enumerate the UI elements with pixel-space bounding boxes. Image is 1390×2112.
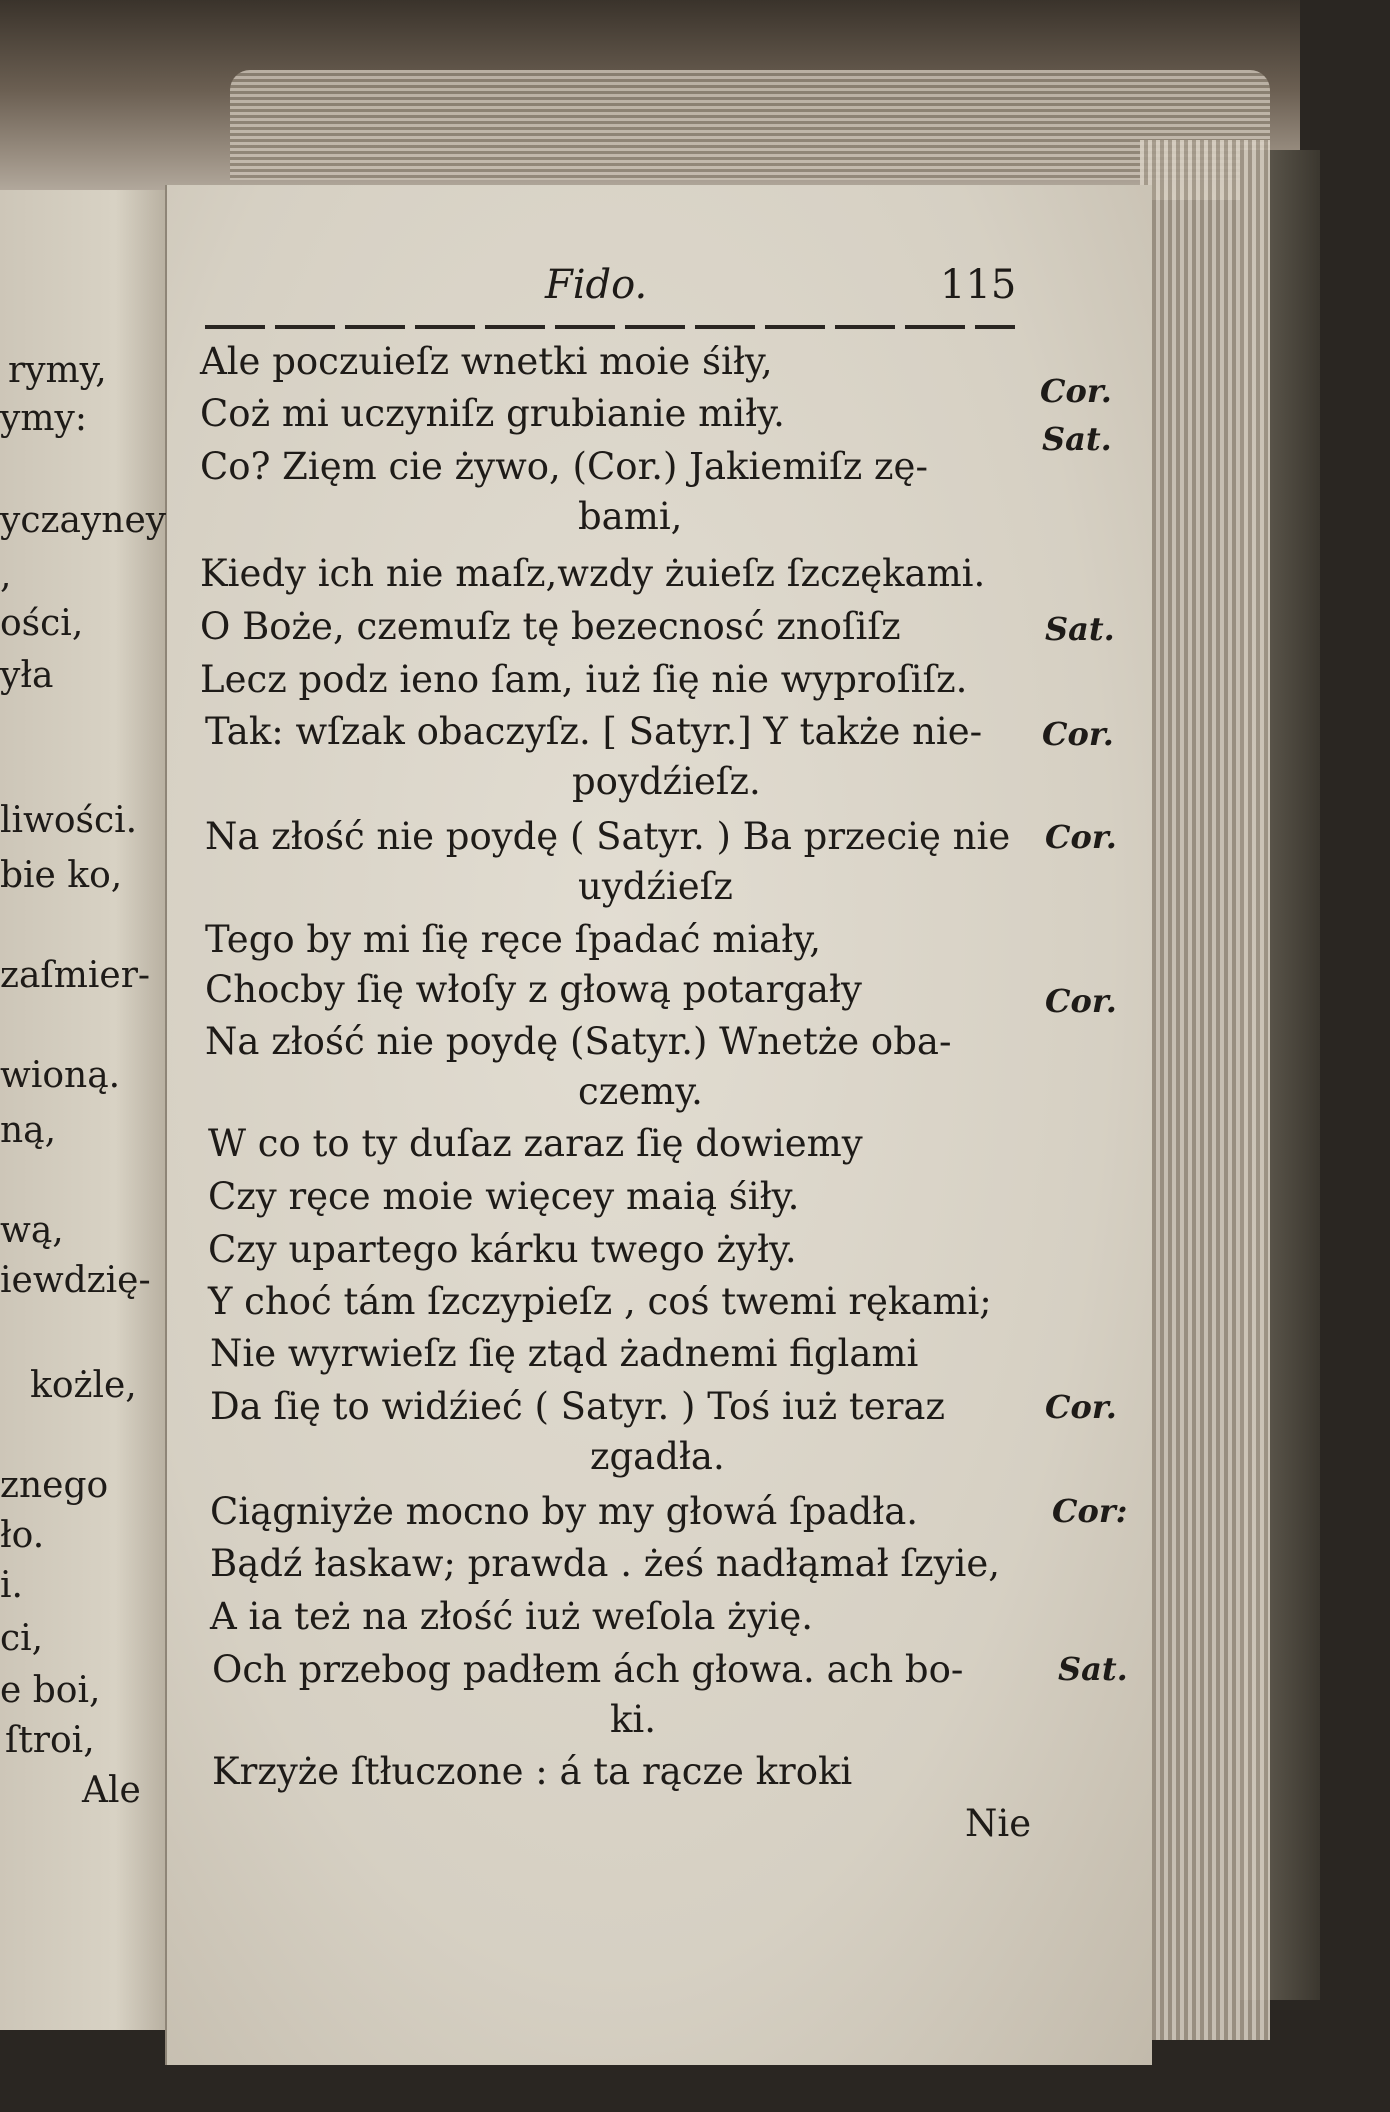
left-line: kożle, (30, 1365, 137, 1406)
left-line: ości, (0, 603, 84, 644)
speaker-label: Cor. (1045, 982, 1117, 1020)
left-line: ci, (0, 1618, 44, 1659)
speaker-label: Sat. (1058, 1650, 1128, 1688)
left-line: Ale (82, 1770, 141, 1811)
verse-line: bami, (578, 495, 683, 538)
left-line: i. (0, 1565, 23, 1606)
verse-line: Y choć tám ſzczypieſz , coś twemi rękami; (208, 1280, 992, 1323)
verse-line: Da ſię to widźieć ( Satyr. ) Toś iuż teraz (210, 1385, 945, 1428)
verse-line: zgadła. (590, 1435, 725, 1478)
verse-line: ki. (610, 1698, 657, 1741)
verse-line: Ale poczuieſz wnetki moie śiły, (200, 340, 773, 383)
left-line: ną, (0, 1110, 57, 1151)
verse-line: Tak: wſzak obaczyſz. [ Satyr.] Y także nie- (205, 710, 983, 753)
left-line: , (0, 555, 12, 596)
verse-line: Tego by mi ſię ręce ſpadać miały, (205, 918, 821, 961)
verse-line: uydźieſz (578, 865, 733, 908)
verse-line: Ciągniyże mocno by my głowá ſpadła. (210, 1490, 919, 1533)
page-edges-top (230, 70, 1270, 180)
verse-line: Coż mi uczyniſz grubianie miły. (200, 392, 785, 435)
left-line: znego (0, 1465, 109, 1506)
verse-line: O Boże, czemuſz tę bezecnosć znoſiſz (200, 605, 901, 648)
verse-line: Kiedy ich nie maſz,wzdy żuieſz ſzczękami. (200, 552, 986, 595)
verse-line: Och przebog padłem ách głowa. ach bo- (212, 1648, 964, 1691)
left-line: ſtroi, (5, 1720, 95, 1761)
header-rule (205, 325, 1015, 329)
left-line: yczayney (0, 500, 167, 541)
page-edges-right (1140, 140, 1270, 2040)
speaker-label: Sat. (1045, 610, 1115, 648)
left-line: yła (0, 655, 54, 696)
verse-line: Bądź łaskaw; prawda . żeś nadłąmał ſzyie, (210, 1542, 1000, 1585)
page-title: Fido. (545, 262, 648, 308)
verse-line: Czy ręce moie więcey maią śiły. (208, 1175, 800, 1218)
verse-line: Lecz podz ieno ſam, iuż ſię nie wyproſiſz. (200, 658, 968, 701)
speaker-label: Sat. (1042, 420, 1112, 458)
left-line: rymy, (8, 350, 107, 391)
verse-line: A ia też na złość iuż weſola żyię. (210, 1595, 814, 1638)
left-line: iewdzię- (0, 1260, 151, 1301)
verse-line: Co? Zięm cie żywo, (Cor.) Jakiemiſz zę- (200, 445, 928, 488)
verse-line: Chocby ſię włoſy z głową potargały (205, 968, 862, 1011)
page-number: 115 (940, 262, 1017, 308)
left-line: ymy: (0, 398, 87, 439)
catchword: Nie (965, 1802, 1032, 1845)
verse-line: Czy upartego kárku twego żyły. (208, 1228, 797, 1271)
left-line: wioną. (0, 1055, 121, 1096)
left-line: ło. (0, 1515, 45, 1556)
left-line: liwości. (0, 800, 138, 841)
left-line: wą, (0, 1210, 64, 1251)
left-line: zaſmier- (0, 955, 151, 996)
verse-line: Nie wyrwieſz ſię ztąd żadnemi figlami (210, 1332, 919, 1375)
speaker-label: Cor. (1040, 372, 1112, 410)
verse-line: poydźieſz. (572, 760, 761, 803)
verse-line: W co to ty duſaz zaraz ſię dowiemy (208, 1122, 863, 1165)
verse-line: Na złość nie poydę (Satyr.) Wnetże oba- (205, 1020, 952, 1063)
verse-line: Na złość nie poydę ( Satyr. ) Ba przecię nie (205, 815, 1011, 858)
speaker-label: Cor. (1045, 1388, 1117, 1426)
left-line: bie ko, (0, 855, 123, 896)
speaker-label: Cor. (1045, 818, 1117, 856)
verse-line: Krzyże ſtłuczone : á ta rącze kroki (212, 1750, 853, 1793)
verse-line: czemy. (578, 1070, 703, 1113)
speaker-label: Cor: (1052, 1492, 1128, 1530)
speaker-label: Cor. (1042, 715, 1114, 753)
left-line: e boi, (0, 1670, 101, 1711)
